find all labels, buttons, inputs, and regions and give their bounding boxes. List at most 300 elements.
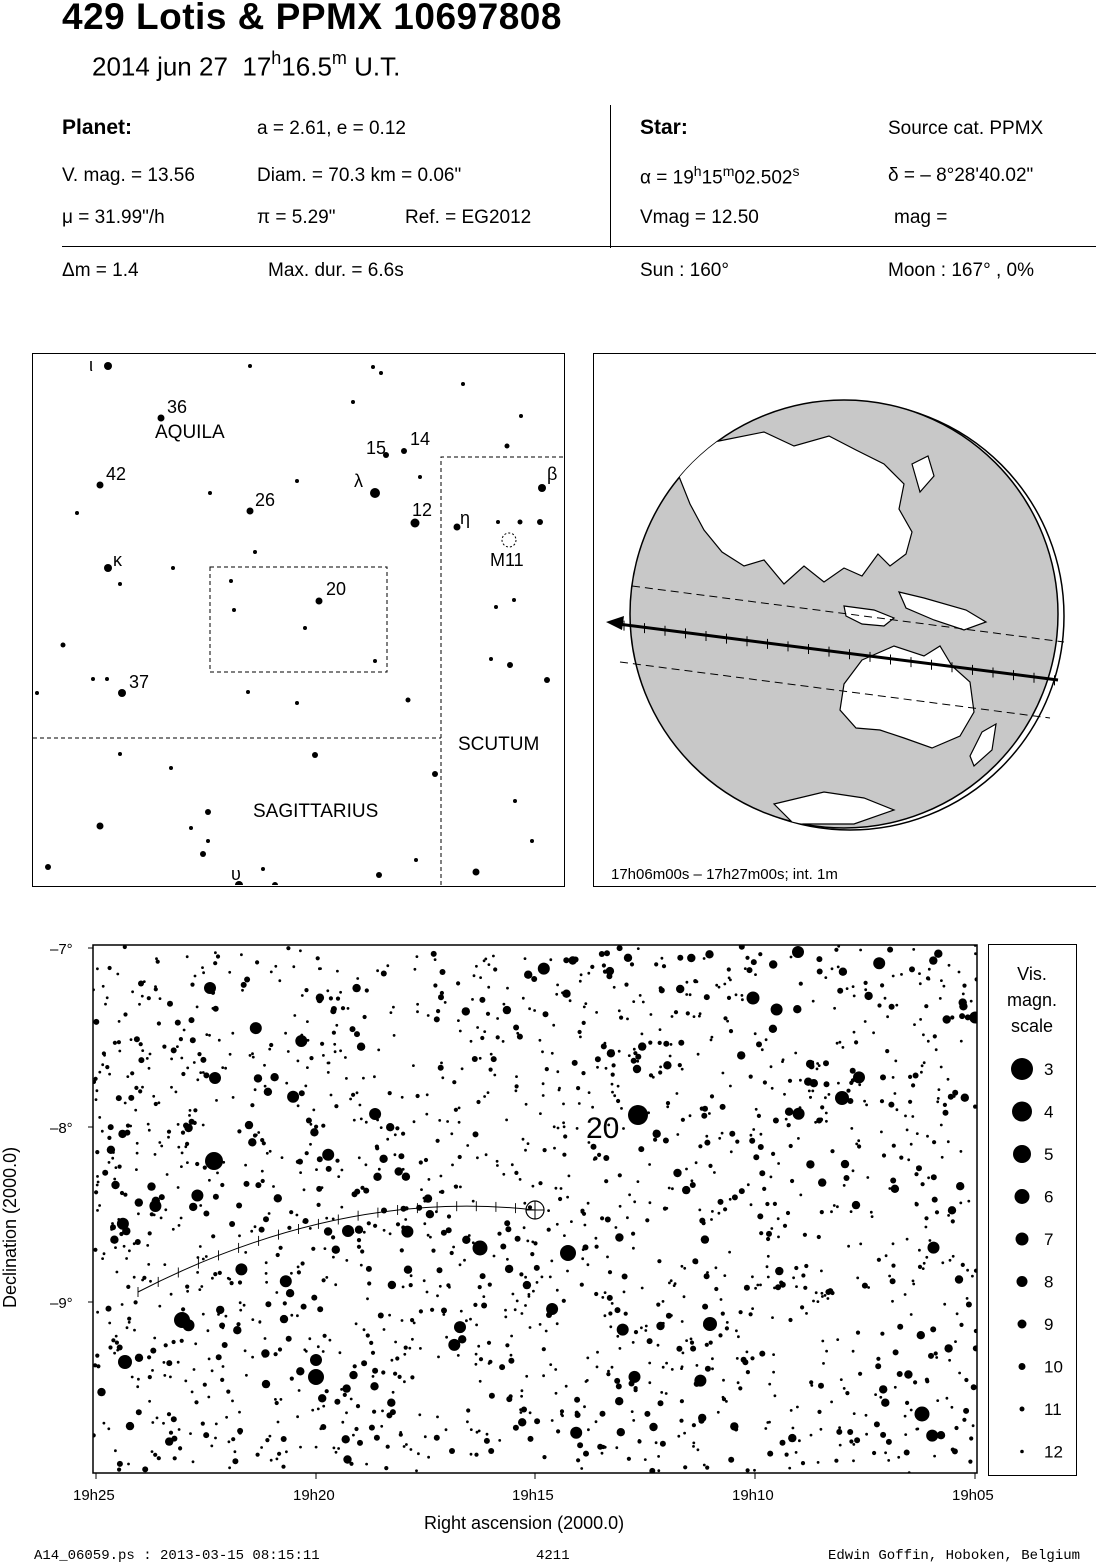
field-star <box>210 1445 213 1448</box>
field-star <box>193 1368 196 1371</box>
field-star <box>862 1283 868 1289</box>
field-star <box>240 953 243 956</box>
field-star <box>718 1333 722 1337</box>
legend-dot <box>1011 1058 1033 1080</box>
field-star <box>908 1100 912 1104</box>
field-star <box>244 1181 250 1187</box>
field-star <box>534 1418 540 1424</box>
field-star <box>911 1083 915 1087</box>
field-star <box>662 1366 665 1369</box>
field-star <box>281 1156 284 1159</box>
field-star <box>419 1160 423 1164</box>
field-star <box>465 1319 468 1322</box>
field-star <box>205 1255 208 1258</box>
field-star <box>905 1401 909 1405</box>
field-star <box>730 1150 733 1153</box>
field-star <box>696 980 699 983</box>
field-star <box>817 1300 820 1303</box>
field-star <box>136 1385 139 1388</box>
field-star <box>367 1221 371 1225</box>
field-star <box>95 1354 99 1358</box>
field-star <box>208 1179 211 1182</box>
field-star <box>595 1056 601 1062</box>
field-star <box>545 1330 548 1333</box>
field-star <box>334 1104 338 1108</box>
field-star <box>137 1378 140 1381</box>
field-star <box>96 1089 99 1092</box>
field-star <box>459 1186 462 1189</box>
field-star <box>180 1057 183 1060</box>
field-star <box>434 1435 440 1441</box>
field-star <box>933 1455 936 1458</box>
field-star <box>138 1089 142 1093</box>
field-star <box>496 1017 499 1020</box>
field-star <box>479 976 482 979</box>
field-star <box>626 1018 629 1021</box>
field-star <box>176 1045 179 1048</box>
field-star <box>205 1033 208 1036</box>
field-star <box>824 1294 827 1297</box>
field-star <box>916 1428 919 1431</box>
field-star <box>659 1066 662 1069</box>
field-star <box>524 1304 527 1307</box>
field-star <box>606 1256 609 1259</box>
field-star <box>316 956 320 960</box>
field-star <box>943 1303 946 1306</box>
field-star <box>624 954 632 962</box>
field-star <box>549 1363 552 1366</box>
field-star <box>800 1305 804 1309</box>
field-star <box>511 1163 514 1166</box>
field-star <box>264 1337 267 1340</box>
field-star <box>117 1461 123 1467</box>
finder-star <box>494 605 498 609</box>
field-star <box>232 1458 238 1464</box>
finder-star <box>537 519 543 525</box>
field-star <box>630 962 634 966</box>
field-star <box>663 1061 671 1069</box>
field-star <box>681 1320 684 1323</box>
field-star <box>147 1355 151 1359</box>
field-star <box>111 1222 114 1225</box>
field-star <box>399 1431 402 1434</box>
field-star <box>163 1361 166 1364</box>
field-star <box>943 1110 949 1116</box>
field-star <box>286 1336 292 1342</box>
field-star <box>380 1425 383 1428</box>
field-star <box>296 1314 299 1317</box>
field-star <box>505 1265 513 1273</box>
field-star <box>133 1276 136 1279</box>
field-star <box>624 1312 628 1316</box>
field-star <box>870 1211 873 1214</box>
field-star <box>816 1068 819 1071</box>
field-star <box>773 1118 779 1124</box>
bright-star <box>205 1152 223 1170</box>
field-star <box>102 1170 108 1176</box>
field-star <box>498 1439 501 1442</box>
field-star <box>692 1442 695 1445</box>
field-star <box>388 1091 392 1095</box>
field-star <box>628 1054 631 1057</box>
field-star <box>681 1265 684 1268</box>
field-star <box>473 1303 477 1307</box>
field-star <box>754 1032 757 1035</box>
field-star <box>884 997 887 1000</box>
field-star <box>167 1130 171 1134</box>
field-star <box>297 1270 301 1274</box>
field-star <box>255 960 259 964</box>
field-star <box>951 1448 955 1452</box>
field-star <box>943 1103 947 1107</box>
field-star <box>603 970 607 974</box>
finder-star <box>171 566 175 570</box>
field-star <box>384 1466 388 1470</box>
field-star <box>336 997 340 1001</box>
field-star <box>584 1224 587 1227</box>
field-star <box>773 1287 776 1290</box>
field-star <box>756 1284 759 1287</box>
field-star <box>880 1099 884 1103</box>
field-star <box>483 1030 486 1033</box>
field-star <box>852 1443 855 1446</box>
field-star <box>836 1042 839 1045</box>
field-star <box>170 1086 173 1089</box>
field-star <box>529 1411 532 1414</box>
field-star <box>136 1409 142 1415</box>
field-star <box>383 1328 386 1331</box>
field-star <box>191 1391 194 1394</box>
field-star <box>912 948 915 951</box>
field-star <box>496 1164 499 1167</box>
field-star <box>904 1415 907 1418</box>
field-star <box>136 1142 139 1145</box>
field-star <box>682 1352 685 1355</box>
field-star <box>423 1200 426 1203</box>
field-star <box>460 1310 463 1313</box>
field-star <box>196 1006 199 1009</box>
field-star <box>394 1341 397 1344</box>
field-star <box>852 1459 855 1462</box>
field-star <box>846 987 849 990</box>
field-star <box>732 1194 738 1200</box>
field-star <box>304 1085 307 1088</box>
finder-star <box>505 444 510 449</box>
field-star <box>966 1297 969 1300</box>
field-star <box>442 1313 445 1316</box>
field-star <box>377 1049 380 1052</box>
field-star <box>775 1284 781 1290</box>
field-star <box>388 1281 396 1289</box>
field-star <box>411 1338 414 1341</box>
field-star <box>454 1108 458 1112</box>
field-star <box>383 1229 386 1232</box>
field-star <box>818 1383 824 1389</box>
field-star <box>691 1179 694 1182</box>
field-star <box>752 1128 755 1131</box>
field-star <box>354 1427 358 1431</box>
field-star <box>201 966 204 969</box>
field-star <box>940 1066 943 1069</box>
field-star <box>656 1322 664 1330</box>
field-star <box>236 1322 240 1326</box>
field-star <box>543 1011 549 1017</box>
field-star <box>809 1380 813 1384</box>
field-star <box>631 1058 637 1064</box>
field-star <box>818 1178 826 1186</box>
field-star <box>356 977 359 980</box>
field-star <box>315 1168 318 1171</box>
field-star <box>556 984 559 987</box>
field-star <box>180 1217 183 1220</box>
field-star <box>208 1034 211 1037</box>
field-star <box>785 1108 793 1116</box>
field-star <box>644 1329 647 1332</box>
field-star <box>186 1067 189 1070</box>
field-star <box>355 1226 363 1234</box>
field-star <box>186 955 189 958</box>
bright-star <box>747 992 760 1005</box>
field-star <box>882 1153 886 1157</box>
field-star <box>975 977 979 981</box>
field-star <box>941 1261 944 1264</box>
field-star <box>689 993 692 996</box>
field-star <box>631 1410 634 1413</box>
field-star <box>680 1399 684 1403</box>
field-star <box>959 1323 963 1327</box>
field-star <box>367 1281 371 1285</box>
finder-star <box>518 520 523 525</box>
field-star <box>343 1455 351 1463</box>
field-star <box>913 1023 916 1026</box>
field-star <box>506 1258 509 1261</box>
field-star <box>177 1146 180 1149</box>
field-star <box>373 1075 376 1078</box>
field-star <box>401 1319 404 1322</box>
field-star <box>285 1082 288 1085</box>
field-star <box>904 1450 910 1456</box>
field-star <box>299 1171 302 1174</box>
field-star <box>150 1212 154 1216</box>
field-star <box>225 1416 228 1419</box>
field-star <box>427 1234 430 1237</box>
field-star <box>766 1231 772 1237</box>
star-label: υ <box>231 864 241 884</box>
legend-label: 9 <box>1044 1315 1054 1334</box>
field-star <box>500 1244 506 1250</box>
field-star <box>972 1424 975 1427</box>
field-star <box>337 1447 340 1450</box>
bright-star <box>560 1245 576 1261</box>
field-star <box>488 1283 492 1287</box>
field-star <box>489 1393 495 1399</box>
field-star <box>345 1411 348 1414</box>
field-star <box>185 1142 189 1146</box>
star-label: β <box>547 464 558 484</box>
field-star <box>887 947 893 953</box>
field-star <box>644 1458 647 1461</box>
field-star <box>147 996 151 1000</box>
field-star <box>904 1115 907 1118</box>
field-star <box>715 984 718 987</box>
hour-unit: h <box>271 48 282 68</box>
field-star <box>765 1038 768 1041</box>
field-star <box>445 1336 448 1339</box>
field-star <box>892 1144 896 1148</box>
field-star <box>457 1354 460 1357</box>
field-star <box>410 1274 413 1277</box>
field-star <box>767 1255 770 1258</box>
field-star <box>665 1392 668 1395</box>
field-star <box>722 1379 725 1382</box>
field-star <box>290 1272 293 1275</box>
field-star <box>334 1283 337 1286</box>
event-time-hours: 17 <box>242 51 272 82</box>
field-star <box>854 1040 858 1044</box>
page-title: 429 Lotis & PPMX 10697808 <box>62 0 562 37</box>
m11-cluster-symbol <box>502 533 516 547</box>
field-star <box>147 1123 150 1126</box>
field-star <box>356 1404 360 1408</box>
field-star <box>131 1376 134 1379</box>
field-star <box>649 1423 657 1431</box>
field-star <box>641 1046 645 1050</box>
field-star <box>167 1001 173 1007</box>
field-star <box>820 1428 823 1431</box>
field-star <box>278 979 281 982</box>
field-star <box>231 1032 234 1035</box>
field-star <box>636 1060 639 1063</box>
field-star <box>965 1014 971 1020</box>
field-star <box>296 1367 304 1375</box>
field-star <box>764 1427 767 1430</box>
field-star <box>722 1072 725 1075</box>
field-star <box>365 1163 368 1166</box>
field-star <box>648 1163 651 1166</box>
field-star <box>958 1372 961 1375</box>
field-star <box>894 1386 897 1389</box>
field-star <box>437 1267 443 1273</box>
field-star <box>529 1326 532 1329</box>
field-star <box>466 1420 469 1423</box>
field-star <box>974 952 977 955</box>
field-star <box>280 1398 283 1401</box>
field-star <box>770 1176 773 1179</box>
field-star <box>493 967 497 971</box>
field-star <box>126 1326 129 1329</box>
field-star <box>265 1281 268 1284</box>
star-label: 14 <box>410 429 431 449</box>
field-star <box>113 1352 116 1355</box>
field-star <box>836 1205 839 1208</box>
field-star <box>515 1236 521 1242</box>
field-star <box>148 1400 151 1403</box>
field-star <box>238 1234 241 1237</box>
field-star <box>189 1203 197 1211</box>
field-star <box>824 1096 827 1099</box>
field-star <box>849 1081 853 1085</box>
field-star <box>123 1245 126 1248</box>
field-star <box>434 958 437 961</box>
field-star <box>320 1042 324 1046</box>
time-suffix: U.T. <box>354 51 401 82</box>
field-star <box>280 1315 288 1323</box>
field-star <box>702 1304 708 1310</box>
finder-star <box>246 690 250 694</box>
field-star <box>341 1421 344 1424</box>
finder-star <box>507 662 513 668</box>
field-star <box>117 1218 120 1221</box>
field-star <box>510 1335 513 1338</box>
field-star <box>254 1225 257 1228</box>
field-star <box>521 1312 524 1315</box>
field-star <box>698 1015 701 1018</box>
field-star <box>118 1020 121 1023</box>
field-star <box>486 1433 489 1436</box>
field-star <box>911 1115 914 1118</box>
field-star <box>711 1367 714 1370</box>
field-star <box>885 1049 889 1053</box>
field-star <box>505 1226 511 1232</box>
field-star <box>723 1016 727 1020</box>
reference-star-label: 20 <box>586 1112 620 1145</box>
globe-panel <box>593 353 1096 887</box>
field-star <box>339 1351 342 1354</box>
field-star <box>479 997 485 1003</box>
field-star <box>904 1433 907 1436</box>
field-star <box>441 1308 447 1314</box>
field-star <box>194 1400 198 1404</box>
field-star <box>595 1237 598 1240</box>
field-star <box>360 1118 363 1121</box>
field-star <box>264 1088 272 1096</box>
field-star <box>438 994 444 1000</box>
field-star <box>754 973 757 976</box>
field-star <box>275 1401 279 1405</box>
field-star <box>872 1031 875 1034</box>
field-star <box>458 1155 462 1159</box>
field-star <box>257 1131 260 1134</box>
field-star <box>427 1456 430 1459</box>
field-star <box>896 1108 899 1111</box>
field-star <box>231 1437 235 1441</box>
field-star <box>587 972 590 975</box>
field-star <box>586 1379 589 1382</box>
field-star <box>560 1413 563 1416</box>
field-star <box>718 1137 721 1140</box>
info-divider <box>610 105 611 248</box>
field-star <box>409 1283 413 1287</box>
field-star <box>496 1160 499 1163</box>
field-star <box>502 1040 505 1043</box>
field-star <box>431 951 437 957</box>
field-star <box>164 1343 168 1347</box>
field-star <box>449 1448 455 1454</box>
field-star <box>108 1345 112 1349</box>
field-star <box>401 1096 404 1099</box>
field-star <box>606 973 612 979</box>
field-star <box>299 1446 302 1449</box>
field-star <box>281 1465 285 1469</box>
y-axis-ticks <box>50 941 93 1312</box>
field-star <box>181 1072 185 1076</box>
field-star <box>299 949 302 952</box>
field-star <box>184 1380 187 1383</box>
field-star <box>803 1286 807 1290</box>
field-star <box>677 1435 680 1438</box>
field-star <box>193 1108 197 1112</box>
field-star <box>952 1255 955 1258</box>
